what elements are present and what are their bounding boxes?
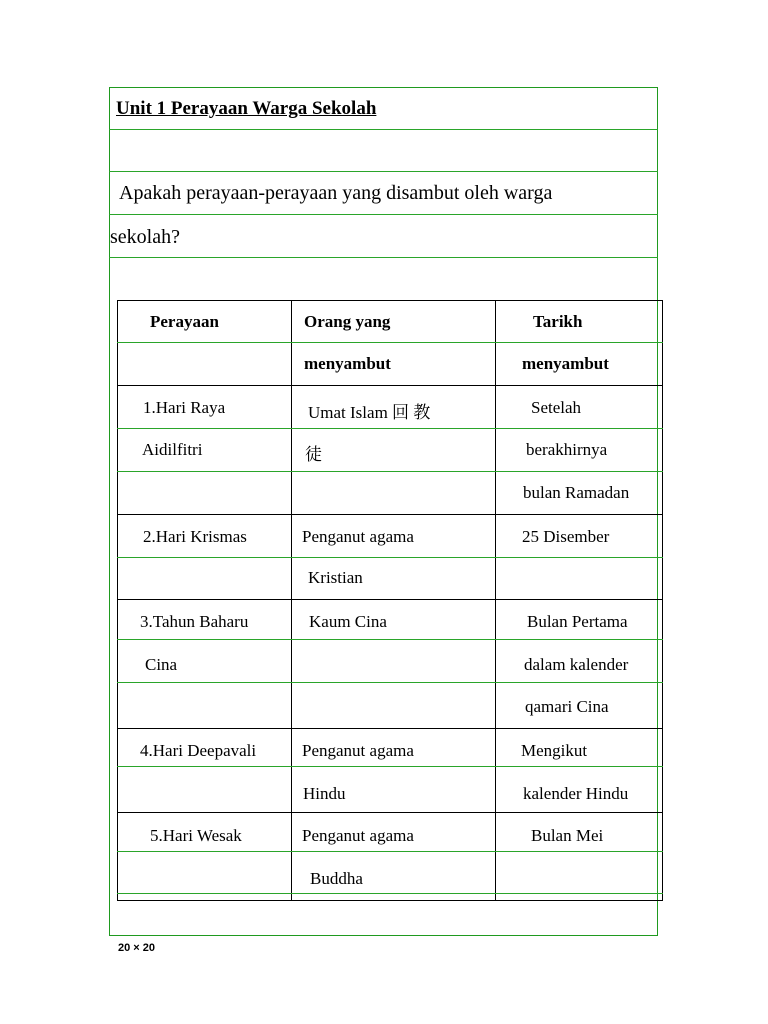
header-orang-line2: menyambut — [304, 354, 391, 373]
question-line-2: sekolah? — [110, 226, 180, 248]
table-ruled-line — [117, 682, 663, 683]
row-separator — [117, 514, 663, 515]
row-separator — [117, 599, 663, 600]
row3-tarikh-line1: Bulan Pertama — [527, 612, 628, 631]
row1-orang-line1: Umat Islam 回 教 — [308, 403, 431, 422]
ruled-line — [109, 171, 658, 172]
row4-orang-line2: Hindu — [303, 784, 346, 803]
header-perayaan: Perayaan — [150, 312, 219, 331]
row2-tarikh-line1: 25 Disember — [522, 527, 610, 546]
row5-tarikh-line1: Bulan Mei — [531, 826, 604, 845]
column-divider — [495, 300, 496, 901]
row2-perayaan-line1: 2.Hari Krismas — [143, 527, 247, 546]
row2-orang-line1: Penganut agama — [302, 527, 414, 546]
ruled-line — [109, 214, 658, 215]
row4-orang-line1: Penganut agama — [302, 741, 414, 760]
table-ruled-line — [117, 342, 663, 343]
table-ruled-line — [117, 851, 663, 852]
row-separator — [117, 385, 663, 386]
row1-orang-line2: 徒 — [305, 445, 322, 464]
row3-tarikh-line3: qamari Cina — [525, 697, 609, 716]
row1-tarikh-line3: bulan Ramadan — [523, 483, 630, 502]
header-tarikh-line2: menyambut — [522, 354, 609, 373]
row4-tarikh-line2: kalender Hindu — [523, 784, 629, 803]
unit-title: Unit 1 Perayaan Warga Sekolah — [116, 98, 377, 119]
column-divider — [291, 300, 292, 901]
row3-perayaan-line2: Cina — [145, 655, 178, 674]
table-ruled-line — [117, 766, 663, 767]
ruled-line — [109, 129, 658, 130]
header-tarikh-line1: Tarikh — [533, 312, 583, 331]
row5-orang-line2: Buddha — [310, 869, 363, 888]
table-ruled-line — [117, 471, 663, 472]
row-separator — [117, 728, 663, 729]
table-ruled-line — [117, 557, 663, 558]
row5-perayaan-line1: 5.Hari Wesak — [150, 826, 242, 845]
footnote: 20 × 20 — [118, 942, 156, 954]
row3-tarikh-line2: dalam kalender — [524, 655, 629, 674]
table-ruled-line — [117, 893, 663, 894]
header-orang-line1: Orang yang — [304, 312, 391, 331]
row3-perayaan-line1: 3.Tahun Baharu — [140, 612, 249, 631]
row1-perayaan-line1: 1.Hari Raya — [143, 398, 226, 417]
row4-tarikh-line1: Mengikut — [521, 741, 588, 760]
row3-orang-line1: Kaum Cina — [309, 612, 387, 631]
table-ruled-line — [117, 428, 663, 429]
row1-tarikh-line1: Setelah — [531, 398, 582, 417]
ruled-line — [109, 257, 658, 258]
table-ruled-line — [117, 639, 663, 640]
row1-perayaan-line2: Aidilfitri — [142, 440, 203, 459]
row4-perayaan-line1: 4.Hari Deepavali — [140, 741, 257, 760]
row-separator — [117, 812, 663, 813]
row5-orang-line1: Penganut agama — [302, 826, 414, 845]
row2-orang-line2: Kristian — [308, 568, 363, 587]
celebration-table — [117, 300, 663, 901]
row1-tarikh-line2: berakhirnya — [526, 440, 608, 459]
question-line-1: Apakah perayaan-perayaan yang disambut oleh warga — [119, 182, 553, 204]
